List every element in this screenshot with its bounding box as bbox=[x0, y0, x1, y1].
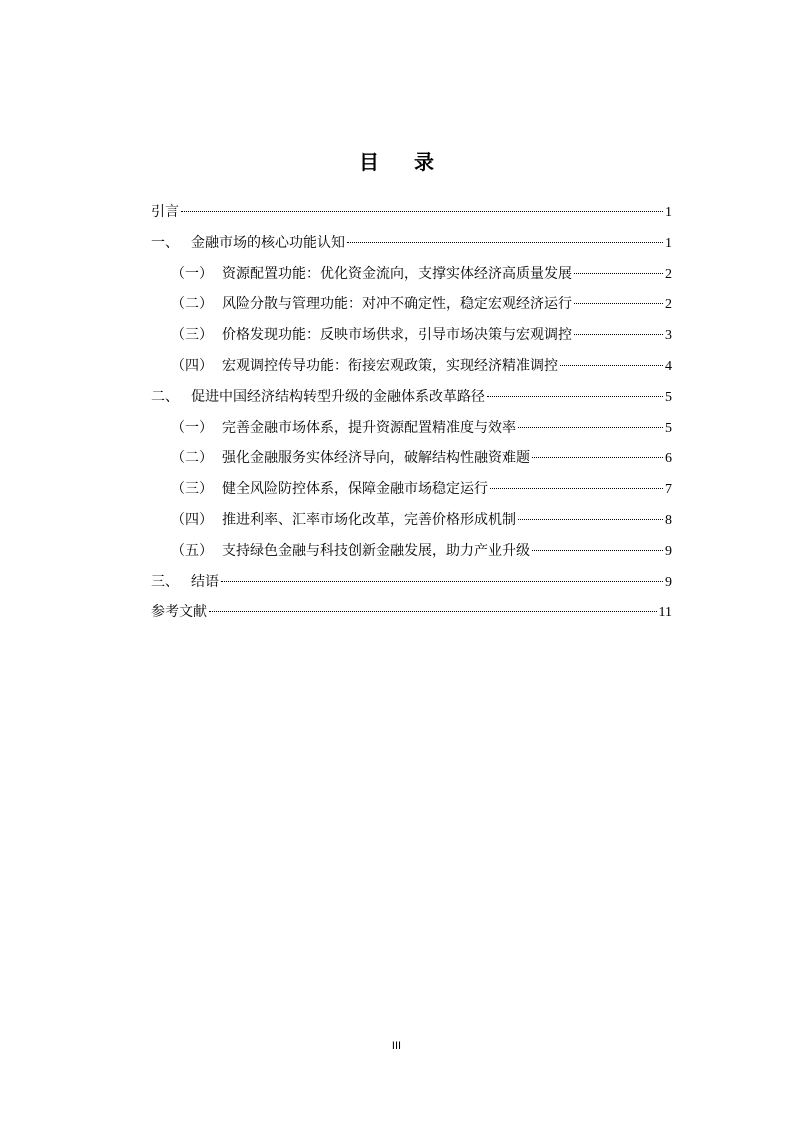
toc-entry[interactable] bbox=[151, 259, 672, 290]
toc-entry-number: （四） bbox=[171, 511, 213, 528]
toc-entry-title: 引言 bbox=[151, 204, 179, 220]
toc-entry-title: 宏观调控传导功能：衔接宏观政策，实现经济精准调控 bbox=[222, 357, 558, 374]
page-title: 目 录 bbox=[359, 150, 448, 175]
toc-dot-leader bbox=[574, 303, 663, 304]
toc-entry[interactable] bbox=[151, 382, 672, 413]
toc-entry[interactable] bbox=[151, 197, 672, 228]
toc-entry[interactable] bbox=[151, 536, 672, 567]
toc-entry-title: 金融市场的核心功能认知 bbox=[191, 234, 345, 251]
toc-dot-leader bbox=[560, 365, 663, 366]
toc-entry-page: 1 bbox=[665, 205, 672, 220]
toc-dot-leader bbox=[490, 488, 663, 489]
toc-entry-number: 二、 bbox=[151, 388, 179, 405]
toc-entry-number: （二） bbox=[171, 450, 213, 467]
toc-entry-page: 6 bbox=[665, 451, 672, 467]
toc-entry-number: （五） bbox=[171, 542, 213, 559]
toc-entry-title: 风险分散与管理功能：对冲不确定性，稳定宏观经济运行 bbox=[222, 296, 572, 313]
toc-entry-title: 结语 bbox=[191, 573, 219, 590]
toc-entry[interactable] bbox=[151, 474, 672, 505]
toc-dot-leader bbox=[532, 550, 663, 551]
toc-dot-leader bbox=[221, 581, 663, 582]
toc-entry-page: 1 bbox=[665, 235, 672, 251]
toc-entry[interactable] bbox=[151, 351, 672, 382]
toc-entry[interactable] bbox=[151, 567, 672, 598]
toc-entry-number: （二） bbox=[171, 296, 213, 313]
table-of-contents bbox=[151, 197, 672, 628]
toc-dot-leader bbox=[181, 211, 663, 212]
toc-entry[interactable] bbox=[151, 443, 672, 474]
toc-entry-page: 4 bbox=[665, 358, 672, 374]
toc-entry-title: 参考文献 bbox=[151, 604, 207, 621]
page-number: III bbox=[391, 1040, 402, 1052]
toc-entry-page: 3 bbox=[665, 328, 672, 344]
toc-entry-title: 支持绿色金融与科技创新金融发展，助力产业升级 bbox=[222, 542, 530, 559]
toc-entry-page: 5 bbox=[665, 420, 672, 436]
toc-entry[interactable] bbox=[151, 597, 672, 628]
toc-entry-number: （一） bbox=[171, 419, 213, 436]
toc-entry-page: 11 bbox=[658, 605, 672, 621]
toc-entry-title: 推进利率、汇率市场化改革，完善价格形成机制 bbox=[222, 511, 516, 528]
toc-entry-number: （三） bbox=[171, 327, 213, 344]
toc-entry[interactable] bbox=[151, 289, 672, 320]
toc-entry-number: 一、 bbox=[151, 234, 179, 251]
toc-dot-leader bbox=[518, 519, 663, 520]
toc-entry-number: （三） bbox=[171, 481, 213, 498]
toc-entry-title: 价格发现功能：反映市场供求，引导市场决策与宏观调控 bbox=[222, 327, 572, 344]
toc-entry-page: 8 bbox=[665, 512, 672, 528]
toc-entry-page: 2 bbox=[665, 297, 672, 313]
toc-dot-leader bbox=[487, 396, 663, 397]
toc-entry-title: 完善金融市场体系，提升资源配置精准度与效率 bbox=[222, 419, 516, 436]
toc-dot-leader bbox=[209, 611, 657, 612]
toc-dot-leader bbox=[347, 242, 663, 243]
toc-entry-page: 9 bbox=[665, 543, 672, 559]
toc-entry-title: 促进中国经济结构转型升级的金融体系改革路径 bbox=[191, 388, 485, 405]
toc-entry-page: 2 bbox=[665, 266, 672, 282]
toc-entry-title: 强化金融服务实体经济导向，破解结构性融资难题 bbox=[222, 450, 530, 467]
toc-entry-number: （一） bbox=[171, 265, 213, 282]
toc-entry-page: 7 bbox=[665, 482, 672, 498]
toc-entry[interactable] bbox=[151, 228, 672, 259]
toc-dot-leader bbox=[574, 334, 663, 335]
toc-entry-page: 5 bbox=[665, 389, 672, 405]
toc-entry-number: 三、 bbox=[151, 573, 179, 590]
toc-entry[interactable] bbox=[151, 505, 672, 536]
toc-dot-leader bbox=[532, 457, 663, 458]
toc-dot-leader bbox=[574, 273, 663, 274]
toc-dot-leader bbox=[518, 427, 663, 428]
toc-entry[interactable] bbox=[151, 413, 672, 444]
toc-entry-title: 资源配置功能：优化资金流向，支撑实体经济高质量发展 bbox=[222, 265, 572, 282]
toc-entry-number: （四） bbox=[171, 357, 213, 374]
toc-entry-title: 健全风险防控体系，保障金融市场稳定运行 bbox=[222, 481, 488, 498]
toc-entry[interactable] bbox=[151, 320, 672, 351]
toc-entry-page: 9 bbox=[665, 574, 672, 590]
